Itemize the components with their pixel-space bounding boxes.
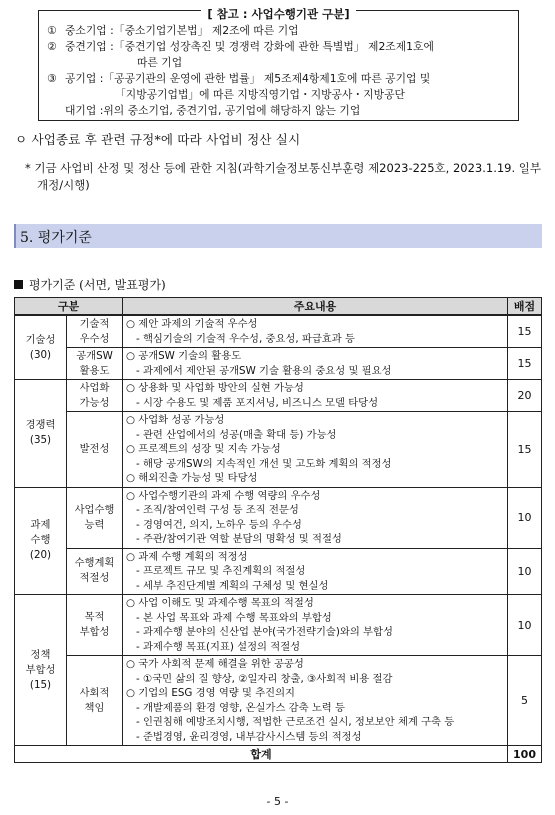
group-cell: 과제 수행 (20): [15, 487, 67, 595]
table-row: [15, 548, 542, 595]
settlement-bullet: ㅇ 사업종료 후 관련 규정*에 따라 사업비 정산 실시: [15, 132, 301, 147]
reference-item: ③ 공기업 : 「공공기관의 운영에 관한 법률」 제5조제4항제1호에 따른 공기업 및: [47, 72, 431, 85]
subcategory-cell: 수행계획 적절성: [67, 548, 123, 595]
content-cell: ○ 공개SW 기술의 활용도 - 과제에서 제안된 공개SW 기술 활용의 중요성 및 필요성: [123, 348, 508, 380]
reference-item: ② 중견기업 : 「중견기업 성장촉진 및 경쟁력 강화에 관한 특별법」 제2조제1호에: [47, 40, 434, 53]
subcategory-cell: 사업수행 능력: [67, 487, 123, 548]
reference-title: [ 참고 : 사업수행기관 구분]: [39, 3, 518, 22]
total-row: [15, 746, 542, 763]
content-cell: ○ 사업수행기관의 과제 수행 역량의 우수성 - 조직/참여인력 구성 등 조직 전문성 - 경영여건, 의지, 노하우 등의 우수성 - 주관/참여기관 역할 분담의 명확성 및 적절성: [123, 487, 508, 548]
total-label: 합계: [15, 746, 508, 763]
section-header: [14, 224, 542, 248]
page-number: - 5 -: [266, 795, 289, 808]
header-content: 주요내용: [123, 298, 508, 316]
content-cell: ○ 과제 수행 계획의 적정성 - 프로젝트 규모 및 추진계획의 적절성 - 세부 추진단계별 계획의 구체성 및 현실성: [123, 548, 508, 595]
table-row: [15, 348, 542, 380]
content-cell: ○ 상용화 및 사업화 방안의 실현 가능성 - 시장 수용도 및 제품 포지셔닝, 비즈니스 모델 타당성: [123, 380, 508, 412]
table-row: [15, 595, 542, 656]
content-cell: ○ 사업 이해도 및 과제수행 목표의 적절성 - 본 사업 목표와 과제 수행 목표와의 부합성 - 과제수행 분야의 신산업 분야(국가전략기술)와의 부합성 - 과제수행 목표(지표) 설정의 적절성: [123, 595, 508, 656]
group-cell: 기술성 (30): [15, 315, 67, 380]
subcategory-cell: 발전성: [67, 412, 123, 488]
subcategory-cell: 목적 부합성: [67, 595, 123, 656]
total-score: 100: [508, 746, 542, 763]
reference-body: [47, 23, 512, 119]
reference-item: ① 중소기업 : 「중소기업기본법」 제2조에 따른 기업: [47, 24, 299, 37]
score-cell: 15: [508, 412, 542, 488]
group-cell: 경쟁력 (35): [15, 380, 67, 488]
score-cell: 5: [508, 656, 542, 746]
table-row: [15, 315, 542, 348]
header-category: 구분: [15, 298, 123, 316]
reference-item: 대기업 : 위의 중소기업, 중견기업, 공기업에 해당하지 않는 기업: [65, 104, 361, 117]
score-cell: 20: [508, 380, 542, 412]
score-cell: 10: [508, 487, 542, 548]
reference-item-continued: 따른 기업: [137, 56, 183, 69]
score-cell: 10: [508, 595, 542, 656]
table-row: [15, 487, 542, 548]
table-row: [15, 380, 542, 412]
content-cell: ○ 국가 사회적 문제 해결을 위한 공공성 - ①국민 삶의 질 향상, ②일자리 창출, ③사회적 비용 절감 ○ 기업의 ESG 경영 역량 및 추진의지 - 개발제품의 환경 영향, 온실가스 감축 노력 등 - 인권침해 예방조치시행, 적법한 근로조건 실시, 정보보안 체계 구축 등 - 준법경영, 윤리경영, 내부감사시스템 등의 적정성: [123, 656, 508, 746]
content-cell: ○ 제안 과제의 기술적 우수성 - 핵심기술의 기술적 우수성, 중요성, 파급효과 등: [123, 315, 508, 348]
score-cell: 15: [508, 348, 542, 380]
table-row: [15, 656, 542, 746]
score-cell: 10: [508, 548, 542, 595]
reference-box: [38, 7, 519, 121]
score-cell: 15: [508, 315, 542, 348]
subcategory-cell: 기술적 우수성: [67, 315, 123, 348]
table-row: [15, 412, 542, 488]
evaluation-table: [14, 297, 542, 763]
header-score: 배점: [508, 298, 542, 316]
subheading: 평가기준 (서면, 발표평가): [14, 276, 166, 293]
table-header-row: [15, 298, 542, 316]
subcategory-cell: 사회적 책임: [67, 656, 123, 746]
settlement-footnote: * 기금 사업비 산정 및 정산 등에 관한 지침(과학기술정보통신부훈령 제2023-225호, 2023.1.19. 일부개정/시행): [25, 161, 542, 192]
group-cell: 정책 부합성 (15): [15, 595, 67, 746]
subcategory-cell: 공개SW 활용도: [67, 348, 123, 380]
reference-item-continued: 「지방공기업법」에 따른 지방직영기업・지방공사・지방공단: [115, 88, 405, 101]
square-bullet-icon: [14, 280, 23, 289]
content-cell: ○ 사업화 성공 가능성 - 관련 산업에서의 성공(매출 확대 등) 가능성 ○ 프로젝트의 성장 및 지속 가능성 - 해당 공개SW의 지속적인 개선 및 고도화 계획의 적정성 ○ 해외진출 가능성 및 타당성: [123, 412, 508, 488]
subcategory-cell: 사업화 가능성: [67, 380, 123, 412]
section-title: 5. 평가기준: [20, 230, 92, 246]
